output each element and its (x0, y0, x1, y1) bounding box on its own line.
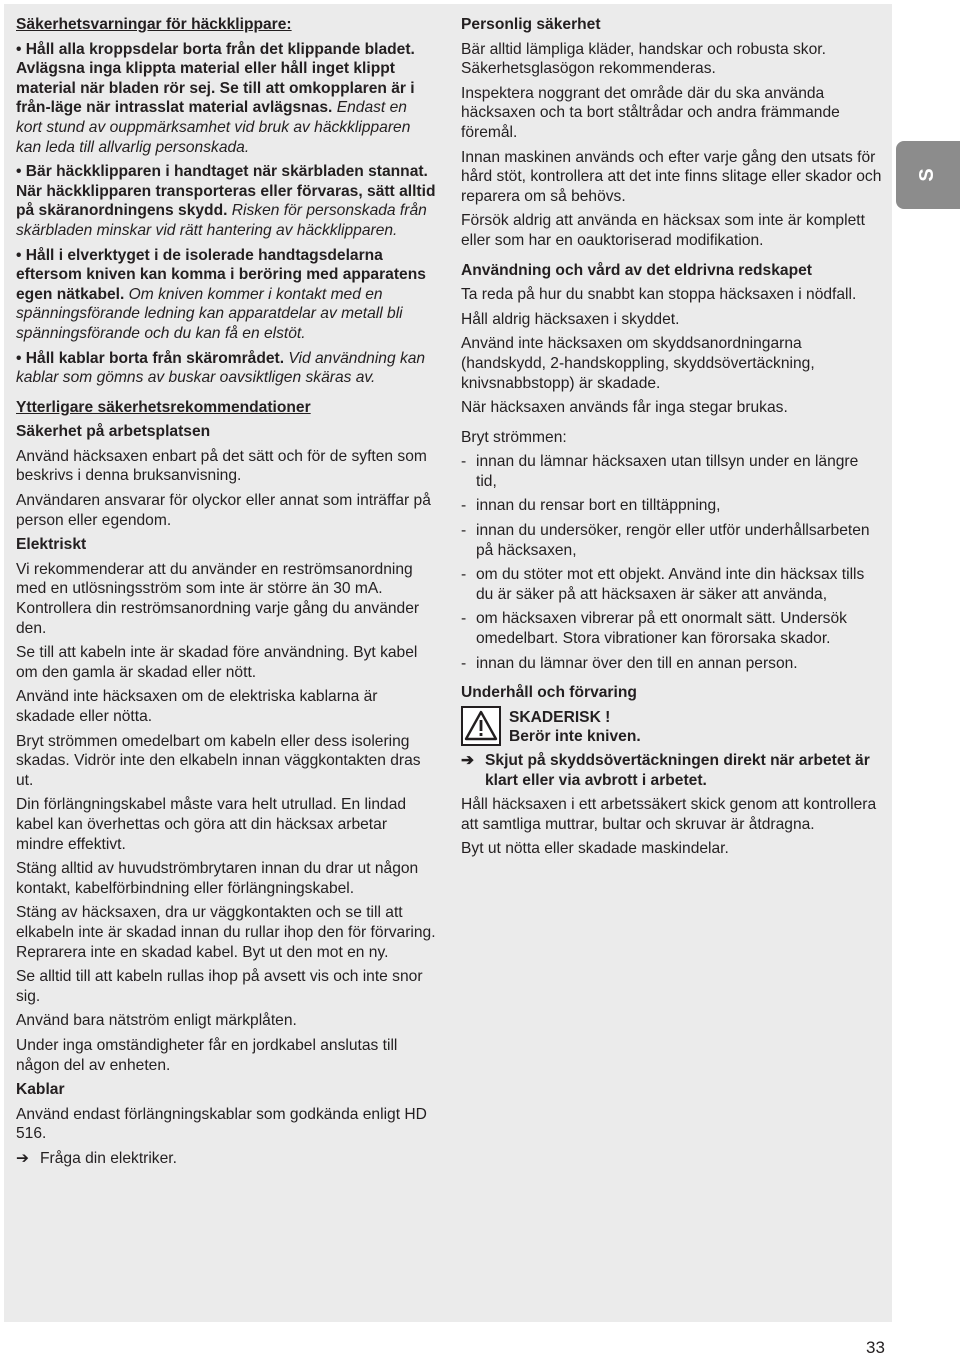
language-tab-label: S (916, 168, 939, 182)
electric-text: Stäng av häcksaxen, dra ur väggkontakten och se till att elkabeln inte är skadad innan du rullar ihop den för förvaring. Reprarera inte en skadad kabel. Byt ut den mot en ny. (16, 904, 436, 961)
maintenance-instruction (461, 751, 883, 790)
cables-instruction (16, 1149, 436, 1169)
personal-text: Inspektera noggrant det område där du ska använda häcksaxen och ta bort ståltrådar och andra främmande föremål. (461, 84, 840, 141)
electric-text: Använd bara nätström enligt märkplåten. (16, 1012, 297, 1030)
left-column (16, 15, 436, 1173)
arrow-icon: ➔ (16, 1149, 30, 1167)
use-text: Använd inte häcksaxen om skyddsanordningarna (handskydd, 2-handskoppling, skyddsövertäckning, knivsnabbstopp) är skadade. (461, 335, 815, 392)
electric-heading: Elektriskt (16, 536, 87, 554)
cables-text: Använd endast förlängningskablar som godkända enligt HD 516. (16, 1105, 427, 1143)
warning-2: • Bär häckklipparen i handtaget när skärbladen stannat. När häckklipparen transporteras eller förvaras, sätt alltid på skäranordningens skydd. Risken för personskada från skärbladen minskar vid rätt hantering av häckklipparen. (16, 163, 436, 239)
personal-text: Försök aldrig att använda en häcksax som inte är komplett eller som har en oauktoriserad modifikation. (461, 212, 865, 249)
use-text: Ta reda på hur du snabbt kan stoppa häcksaxen i nödfall. (461, 286, 857, 304)
warning-triangle-icon (461, 706, 501, 746)
personal-text: Innan maskinen används och efter varje gång den utsats för hård stöt, kontrollera att det inte finns slitage eller skador och reparera om så behövs. (461, 148, 882, 205)
warning-box (461, 708, 883, 747)
warning-title: SKADERISK ! (509, 708, 611, 726)
right-column (461, 15, 883, 864)
electric-text: Under inga omständigheter får en jordkabel anslutas till någon del av enheten. (16, 1036, 398, 1074)
electric-text: Vi rekommenderar att du använder en reströmsanordning med en utlösningsström som inte är större än 30 mA. Kontrollera din reströmsanordning varje gång du använder den. (16, 560, 420, 637)
use-heading: Användning och vård av det eldrivna redskapet (461, 261, 812, 279)
cables-instruction-text: Fråga din elektriker. (40, 1149, 177, 1167)
electric-text: Din förlängningskabel måste vara helt utrullad. En lindad kabel kan överhettas och göra att din häcksax arbetar mindre effektivt. (16, 796, 407, 853)
electric-text: Använd inte häcksaxen om de elektriska kablarna är skadade eller nötta. (16, 688, 378, 725)
use-text: När häcksaxen används får inga stegar brukas. (461, 399, 788, 417)
warning-3: • Håll i elverktyget i de isolerade handtagsdelarna eftersom kniven kan komma i beröring med apparatens egen nätkabel. Om kniven kommer i kontakt med en spänningsförande ledning kan apparatdelar av metall bli spänningsförande och du kan få en elstöt. (16, 246, 426, 342)
maintenance-heading: Underhåll och förvaring (461, 684, 637, 702)
power-off-label: Bryt strömmen: (461, 428, 567, 446)
list-item: - innan du lämnar häcksaxen utan tillsyn under en längre tid, (461, 453, 859, 490)
workplace-heading: Säkerhet på arbetsplatsen (16, 423, 211, 441)
maintenance-instruction-text: Skjut på skyddsövertäckningen direkt när arbetet är klart eller via avbrott i arbetet. (485, 752, 870, 789)
page-number: 33 (866, 1338, 885, 1357)
list-item: - om häcksaxen vibrerar på ett onormalt sätt. Undersök omedelbart. Stora vibrationer kan förorsaka skador. (461, 610, 847, 648)
workplace-text: Använd häcksaxen enbart på det sätt och för de syften som beskrivs i denna bruksanvisning. (16, 447, 427, 485)
electric-text: Bryt strömmen omedelbart om kabeln eller dess isolering skadas. Vidrör inte den elkabeln innan väggkontakten dras ut. (16, 732, 421, 789)
workplace-text: Användaren ansvarar för olyckor eller annat som inträffar på person eller egendom. (16, 492, 431, 529)
cables-heading: Kablar (16, 1081, 65, 1099)
electric-text: Se alltid till att kabeln rullas ihop på avsett vis och inte snor sig. (16, 968, 423, 1005)
electric-text: Se till att kabeln inte är skadad före användning. Byt kabel om den gamla är skadad eller nött. (16, 644, 418, 681)
list-item: - innan du undersöker, rengör eller utför underhållsarbeten på häcksaxen, (461, 522, 870, 559)
use-text: Håll aldrig häcksaxen i skyddet. (461, 310, 680, 328)
maintenance-text: Håll häcksaxen i ett arbetssäkert skick genom att kontrollera att samtliga muttrar, bultar och skruvar är åtdragna. (461, 796, 877, 833)
warning-text-block (509, 708, 641, 747)
personal-text: Bär alltid lämpliga kläder, handskar och robusta skor. Säkerhetsglasögon rekommenderas. (461, 40, 826, 78)
language-tab (896, 141, 960, 209)
list-item: - innan du rensar bort en tilltäppning, (461, 497, 721, 515)
personal-heading: Personlig säkerhet (461, 16, 601, 33)
maintenance-text: Byt ut nötta eller skadade maskindelar. (461, 840, 729, 858)
list-item: - innan du lämnar över den till en annan person. (461, 654, 798, 672)
warning-1: • Håll alla kroppsdelar borta från det klippande bladet. Avlägsna inga klippta material eller håll inget klippt material när bladen rör sej. Se till att omkopplaren är i från-läge när intrasslat material avlägsnas. Endast en kort stund av ouppmärksamhet vid bruk av häckklipparen kan leda till allvarlig personskada. (16, 40, 415, 156)
further-heading: Ytterligare säkerhetsrekommendationer (16, 398, 311, 416)
list-item: - om du stöter mot ett objekt. Använd inte din häcksax tills du är säker på att häcksaxen är säker att använda, (461, 566, 865, 603)
electric-text: Stäng alltid av huvudströmbrytaren innan du drar ut någon kontakt, kabelförbindning eller förlängningskabel. (16, 860, 419, 897)
warning-message: Berör inte kniven. (509, 728, 641, 746)
arrow-icon: ➔ (461, 752, 475, 769)
warning-4: • Håll kablar borta från skärområdet. Vid användning kan kablar som gömns av buskar oavsiktligen skäras av. (16, 349, 426, 387)
safety-heading: Säkerhetsvarningar för häckklippare: (16, 16, 292, 33)
